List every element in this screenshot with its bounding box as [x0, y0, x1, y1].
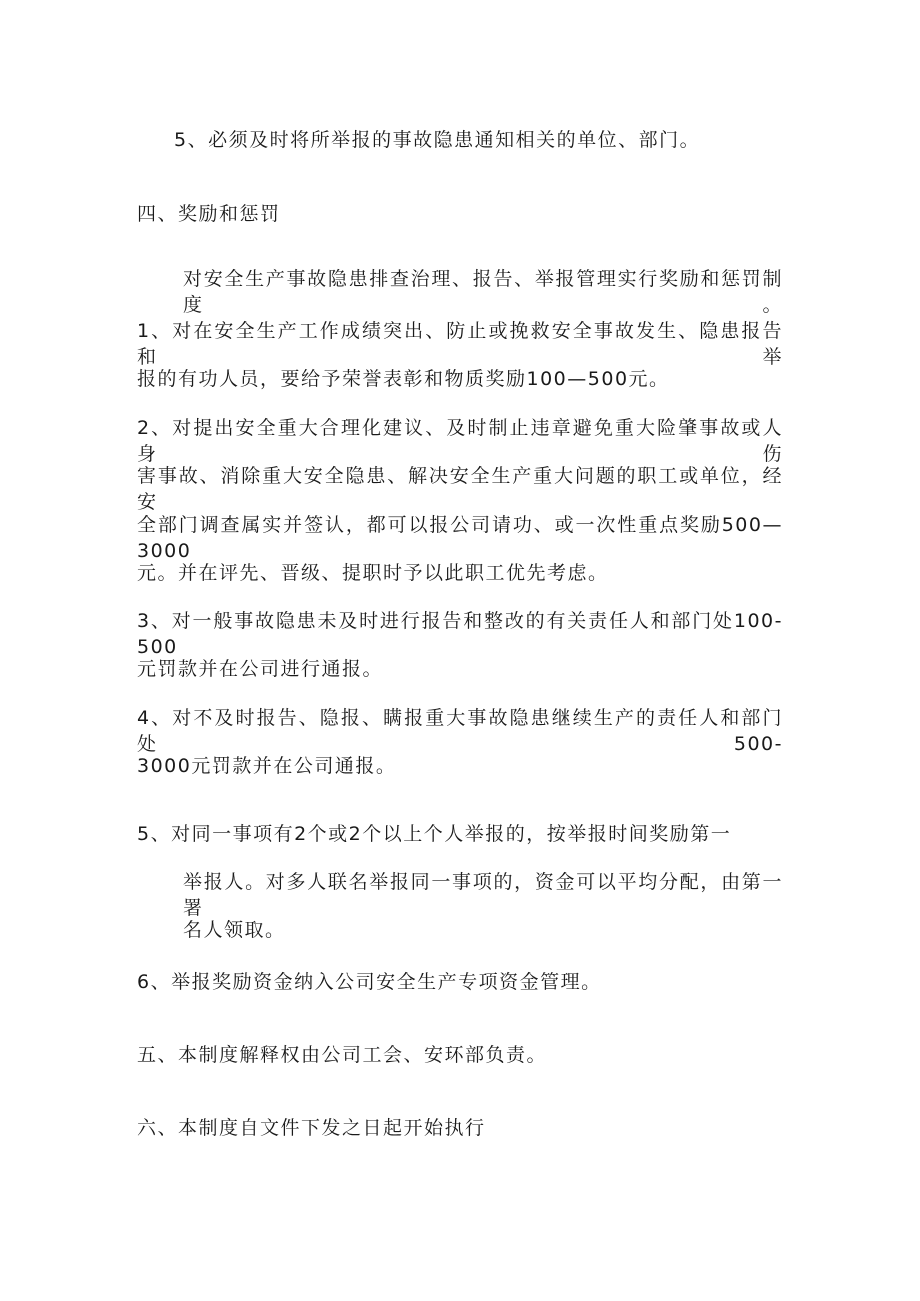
paragraph-line: 报的有功人员，要给予荣誉表彰和物质奖励100—500元。	[137, 368, 670, 390]
paragraph-line: 1、对在安全生产工作成绩突出、防止或挽救安全事故发生、隐患报告和举	[137, 320, 783, 368]
paragraph-line: 元。并在评先、晋级、提职时予以此职工优先考虑。	[137, 562, 609, 584]
paragraph-line: 名人领取。	[183, 919, 286, 941]
paragraph-line: 害事故、消除重大安全隐患、解决安全生产重大问题的职工或单位，经安	[137, 465, 783, 513]
section-heading: 五、本制度解释权由公司工会、安环部负责。	[137, 1044, 548, 1066]
paragraph-line: 5、必须及时将所举报的事故隐患通知相关的单位、部门。	[174, 129, 701, 151]
paragraph-line: 6、举报奖励资金纳入公司安全生产专项资金管理。	[137, 971, 602, 993]
paragraph-line: 3000元罚款并在公司通报。	[137, 755, 397, 777]
paragraph-line: 对安全生产事故隐患排查治理、报告、举报管理实行奖励和惩罚制度。	[183, 268, 783, 316]
paragraph-line: 举报人。对多人联名举报同一事项的，资金可以平均分配，由第一署	[183, 871, 783, 919]
paragraph-line: 元罚款并在公司进行通报。	[137, 658, 384, 680]
section-heading: 六、本制度自文件下发之日起开始执行	[137, 1117, 486, 1139]
paragraph-line: 2、对提出安全重大合理化建议、及时制止违章避免重大险肇事故或人身伤	[137, 417, 783, 465]
section-heading: 四、奖励和惩罚	[137, 203, 281, 225]
paragraph-line: 3、对一般事故隐患未及时进行报告和整改的有关责任人和部门处100-500	[137, 610, 783, 658]
paragraph-line: 全部门调查属实并签认，都可以报公司请功、或一次性重点奖励500—3000	[137, 514, 783, 562]
paragraph-line: 4、对不及时报告、隐报、瞒报重大事故隐患继续生产的责任人和部门处500-	[137, 707, 783, 755]
paragraph-line: 5、对同一事项有2个或2个以上个人举报的，按举报时间奖励第一	[137, 823, 732, 845]
